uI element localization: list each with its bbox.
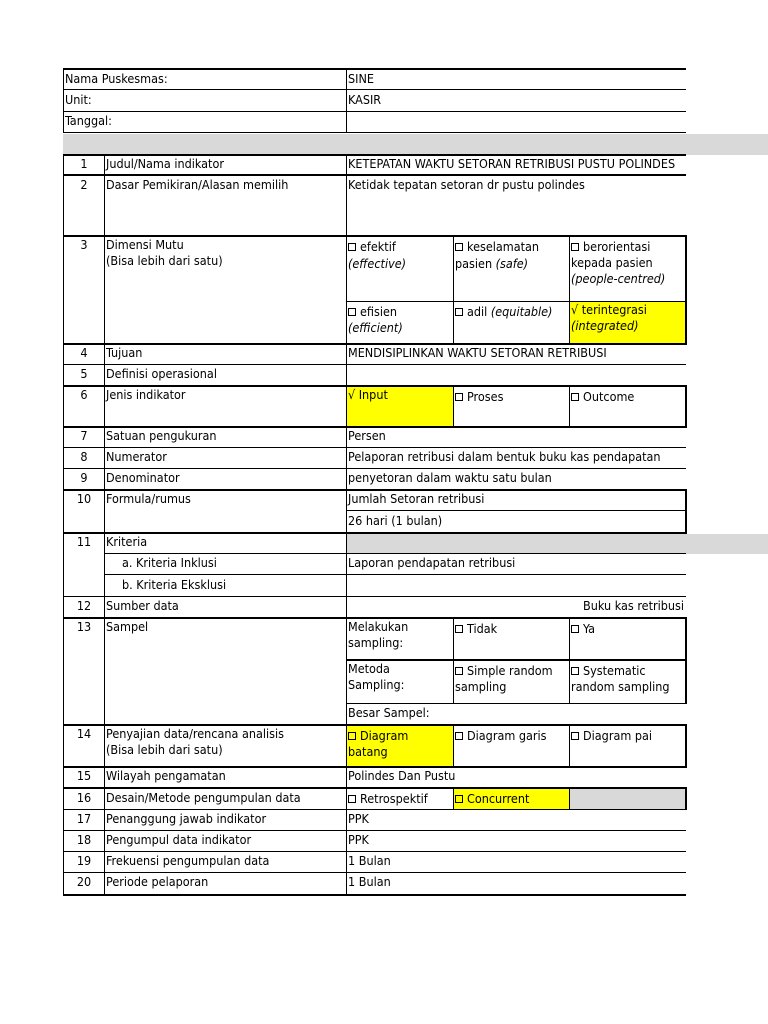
option-berorientasi-2: kepada pasien [571,255,653,270]
row-label: Definisi operasional [106,366,217,381]
row-label: Frekuensi pengumpulan data [106,853,270,868]
hline [63,894,686,896]
hline [63,364,686,365]
hline [63,447,686,448]
hline [104,574,686,575]
hline [63,132,686,133]
wilayah-value: Polindes Dan Pustu [348,768,456,783]
row-label: Wilayah pengamatan [106,768,226,783]
kriteria-eksklusi-label: b. Kriteria Eksklusi [122,577,227,592]
vline [453,385,454,428]
kriteria-gray-bar [346,534,768,554]
option-input-checked[interactable]: √ Input [348,387,388,402]
option-diagram-pai[interactable] [571,728,652,744]
option-label: Tidak [467,621,498,636]
vline [685,617,687,704]
checkbox-icon [571,625,579,633]
checkbox-icon [455,393,463,401]
option-efektif[interactable] [348,239,396,255]
checkbox-icon [455,667,463,675]
vline [685,235,687,345]
checkbox-icon [348,795,356,803]
option-label: berorientasi [583,239,651,254]
vline [453,617,454,704]
option-diagram-batang-2: batang [348,744,388,759]
option-keselamatan-2 [455,256,528,272]
vline [453,787,454,810]
vline [685,385,687,428]
option-label: efektif [360,239,396,254]
vline [569,385,570,428]
option-label: Ya [583,621,596,636]
metoda-sampling-label-2: Sampling: [348,677,405,692]
dasar-pemikiran-value: Ketidak tepatan setoran dr pustu polindes [348,177,585,192]
unit-value: KASIR [348,92,382,107]
vline [453,724,454,768]
melakukan-sampling-label-2: sampling: [348,635,404,650]
kriteria-inklusi-label: a. Kriteria Inklusi [122,555,217,570]
vline [685,724,687,768]
row-number: 15 [76,768,92,783]
row-label: Tujuan [106,345,143,360]
option-systematic[interactable] [571,663,646,679]
row-number: 20 [76,874,92,889]
row-number: 6 [80,387,88,402]
option-label: Proses [467,389,504,404]
pengumpul-data-value: PPK [348,832,369,847]
option-terintegrasi-checked[interactable]: √ terintegrasi [571,302,647,317]
hline [63,89,686,90]
hline [63,830,686,831]
vline [104,154,105,896]
hline [63,851,686,852]
desain-gray-cell [569,789,686,809]
tanggal-label: Tanggal: [65,113,112,128]
row-label: Pengumpul data indikator [106,832,252,847]
penanggung-jawab-value: PPK [348,811,369,826]
option-proses[interactable] [455,389,503,405]
checkbox-icon [455,308,463,316]
row-label: Kriteria [106,534,148,549]
row-label: Jenis indikator [106,387,186,402]
hline [346,510,686,511]
option-diagram-batang[interactable] [348,728,408,744]
hline [346,703,686,704]
option-label: Systematic [583,663,646,678]
option-efisien[interactable] [348,304,397,320]
checkbox-icon [571,667,579,675]
option-label-en: (people-centred) [571,271,666,286]
row-label: Periode pelaporan [106,874,209,889]
row-label: Numerator [106,449,167,464]
hline [63,468,686,469]
option-label-en: (effective) [348,256,407,271]
row-label: Formula/rumus [106,491,191,506]
vline [569,235,570,345]
vline [346,154,347,896]
vline [569,724,570,768]
option-concurrent[interactable] [455,791,529,807]
row-number: 9 [80,470,88,485]
checkbox-icon [571,243,579,251]
hline [63,787,686,789]
periode-value: 1 Bulan [348,874,391,889]
row-label: Penanggung jawab indikator [106,811,267,826]
vline [569,617,570,661]
checkbox-icon [455,795,463,803]
option-label-en: (equitable) [490,304,553,319]
option-label: Simple random [467,663,553,678]
vline [63,68,64,133]
row-number: 10 [76,491,92,506]
option-outcome[interactable] [571,389,634,405]
numerator-value: Pelaporan retribusi dalam bentuk buku kas pendapatan [348,449,661,464]
hline [63,809,686,810]
option-simple-random[interactable] [455,663,553,679]
row-number: 16 [76,790,92,805]
option-adil[interactable] [455,304,552,320]
unit-label: Unit: [65,92,92,107]
option-label: pasien [455,256,496,271]
row-label: Penyajian data/rencana analisis [106,726,284,741]
hline [63,596,686,597]
option-retrospektif[interactable] [348,791,428,807]
hline [346,659,686,661]
option-systematic-2: random sampling [571,679,670,694]
option-label: efisien [360,304,398,319]
option-efisien-en [348,320,403,336]
vline [453,235,454,345]
option-label-en: (safe) [495,256,529,271]
vline [346,68,347,133]
option-label: Diagram [360,728,409,743]
row-label: Desain/Metode pengumpulan data [106,790,301,805]
row-label: Sampel [106,619,149,634]
row-label: Dimensi Mutu [106,237,184,252]
row-number: 13 [76,619,92,634]
option-label-en: (efficient) [348,320,403,335]
checkbox-icon [348,732,356,740]
checkbox-icon [455,625,463,633]
row-number: 3 [80,237,88,252]
vline [685,787,687,810]
row-label: Judul/Nama indikator [106,156,224,171]
sumber-data-value: Buku kas retribusi [583,598,684,613]
option-label: keselamatan [467,239,540,254]
option-label: Retrospektif [360,791,428,806]
vline [63,154,64,896]
row-number: 14 [76,726,92,741]
option-simple-random-2: sampling [455,679,507,694]
row-number: 1 [80,156,88,171]
row-number: 7 [80,428,88,443]
hline [63,174,686,176]
row-label: Satuan pengukuran [106,428,217,443]
row-label: Sumber data [106,598,179,613]
option-label: Concurrent [467,791,530,806]
row-label: Denominator [106,470,180,485]
row-number: 12 [76,598,92,613]
checkbox-icon [455,732,463,740]
row-number: 2 [80,177,88,192]
satuan-value: Persen [348,428,386,443]
metoda-sampling-label: Metoda [348,661,390,676]
denominator-value: penyetoran dalam waktu satu bulan [348,470,552,485]
checkbox-icon [571,732,579,740]
option-diagram-garis[interactable] [455,728,547,744]
nama-puskesmas-value: SINE [348,71,374,86]
row-number: 19 [76,853,92,868]
besar-sampel-label: Besar Sampel: [348,705,430,720]
formula-numerator: Jumlah Setoran retribusi [348,491,485,506]
vline [569,787,570,810]
option-label: Diagram garis [467,728,547,743]
row-number: 18 [76,832,92,847]
row-number: 11 [76,534,92,549]
row-label-note: (Bisa lebih dari satu) [106,253,223,268]
frekuensi-value: 1 Bulan [348,853,391,868]
tujuan-value: MENDISIPLINKAN WAKTU SETORAN RETRIBUSI [348,345,607,360]
judul-indikator-value: KETEPATAN WAKTU SETORAN RETRIBUSI PUSTU POLINDES [348,156,676,171]
vline [569,659,570,703]
checkbox-icon [455,243,463,251]
separator-bar [63,134,768,155]
row-number: 5 [80,366,88,381]
option-efektif-en [348,256,406,272]
formula-denominator: 26 hari (1 bulan) [348,513,443,528]
option-berorientasi[interactable] [571,239,650,255]
nama-puskesmas-label: Nama Puskesmas: [65,71,168,86]
option-label-en: (integrated) [571,318,639,333]
melakukan-sampling-label: Melakukan [348,619,409,634]
hline [104,553,686,554]
checkbox-icon [571,393,579,401]
checkbox-icon [348,243,356,251]
hline [63,872,686,873]
option-tidak[interactable] [455,621,497,637]
row-number: 8 [80,449,88,464]
option-terintegrasi-en [571,318,638,334]
vline [685,489,687,534]
option-berorientasi-en [571,271,665,287]
row-label: Dasar Pemikiran/Alasan memilih [106,177,289,192]
option-ya[interactable] [571,621,595,637]
kriteria-inklusi-value: Laporan pendapatan retribusi [348,555,516,570]
hline [63,532,686,534]
checkbox-icon [348,308,356,316]
row-label-note: (Bisa lebih dari satu) [106,742,223,757]
option-keselamatan[interactable] [455,239,539,255]
option-label: Diagram pai [583,728,653,743]
row-number: 17 [76,811,92,826]
hline [63,111,686,112]
row-number: 4 [80,345,88,360]
hline [63,68,686,70]
option-label: adil [467,304,491,319]
option-label: Outcome [583,389,635,404]
